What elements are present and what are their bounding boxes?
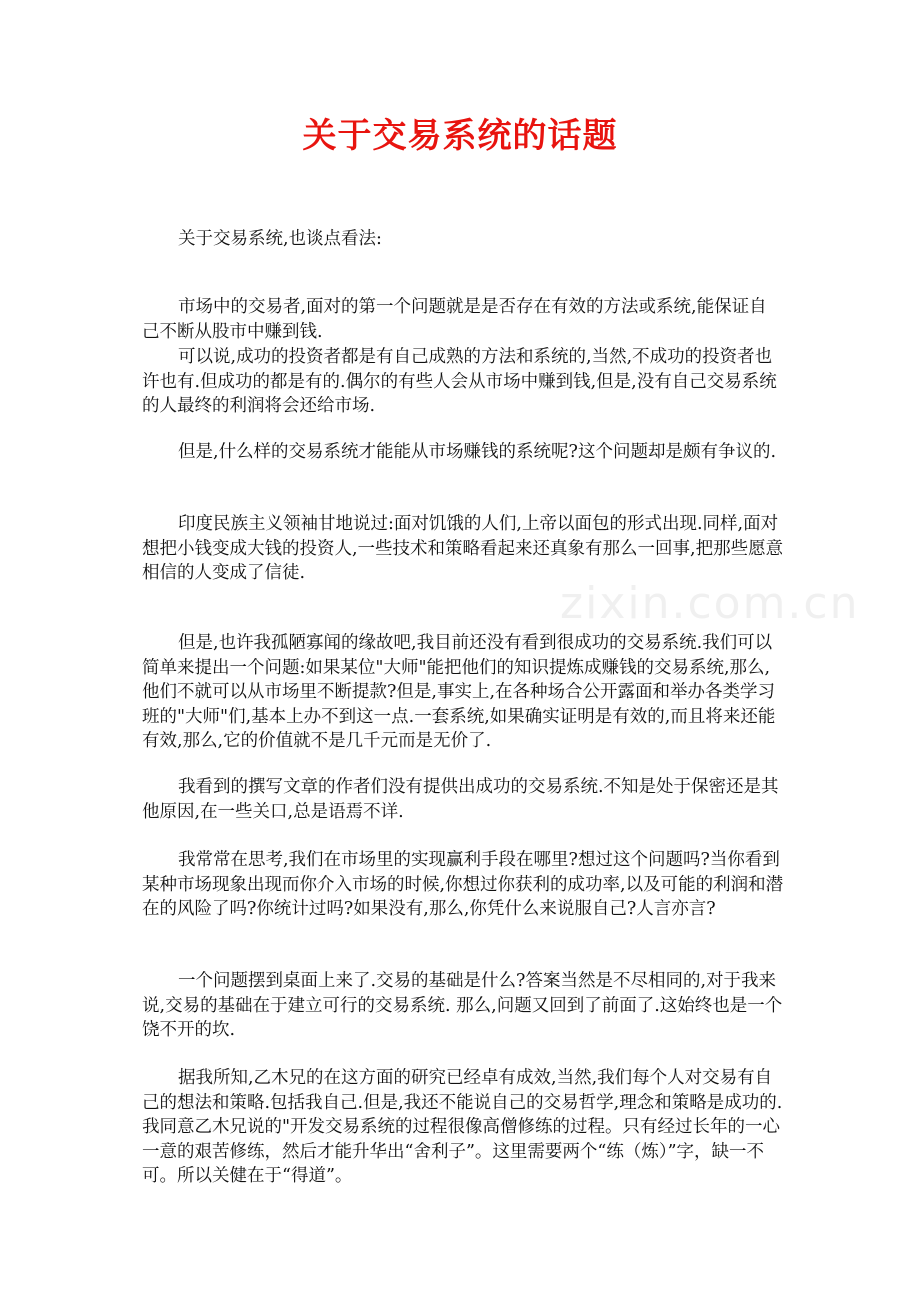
document-title: 关于交易系统的话题 xyxy=(302,116,618,156)
paragraph-6: 我看到的撰写文章的作者们没有提供出成功的交易系统.不知是处于保密还是其他原因,在一些关口,总是语焉不详. xyxy=(142,777,779,822)
paragraph-4: 印度民族主义领袖甘地说过:面对饥饿的人们,上帝以面包的形式出现.同样,面对想把小钱变成大钱的投资人,一些技术和策略看起来还真象有那么一回事,把那些愿意相信的人变成了信徒. xyxy=(142,514,784,583)
paragraph-intro: 关于交易系统,也谈点看法: xyxy=(178,229,382,249)
paragraph-5: 但是,也许我孤陋寡闻的缘故吧,我目前还没有看到很成功的交易系统.我们可以简单来提出一个问题:如果某位"大师"能把他们的知识提炼成赚钱的交易系统,那么,他们不就可以从市场里不断提款?但是,事实上,在各种场合公开露面和举办各类学习班的"大师"们,基本上办不到这一点.一套系统,如果确实证明是有效的,而且将来还能有效,那么,它的价值就不是几千元而是无价了. xyxy=(142,633,776,751)
paragraph-8: 一个问题摆到桌面上来了.交易的基础是什么?答案当然是不尽相同的,对于我来说,交易的基础在于建立可行的交易系统. 那么,问题又回到了前面了.这始终也是一个饶不开的坎. xyxy=(142,971,783,1040)
paragraph-3: 但是,什么样的交易系统才能能从市场赚钱的系统呢?这个问题却是颇有争议的. xyxy=(178,442,777,462)
watermark: zixin.com.cn xyxy=(560,578,860,629)
paragraph-9: 据我所知,乙木兄的在这方面的研究已经卓有成效,当然,我们每个人对交易有自己的想法和策略.包括我自己.但是,我还不能说自己的交易哲学,理念和策略是成功的.我同意乙木兄说的"开发交易系统的过程很像高僧修练的过程。只有经过长年的一心一意的艰苦修练，然后才能升华出“舍利子”。这里需要两个“练（炼）”字，缺一不可。所以关健在于“得道”。 xyxy=(142,1068,783,1186)
paragraph-1: 市场中的交易者,面对的第一个问题就是是否存在有效的方法或系统,能保证自己不断从股市中赚到钱. xyxy=(142,297,767,342)
paragraph-7: 我常常在思考,我们在市场里的实现赢利手段在哪里?想过这个问题吗?当你看到某种市场现象出现而你介入市场的时候,你想过你获利的成功率,以及可能的利润和潜在的风险了吗?你统计过吗?如果没有,那么,你凭什么来说服自己?人言亦言? xyxy=(142,850,784,919)
paragraph-2: 可以说,成功的投资者都是有自己成熟的方法和系统的,当然,不成功的投资者也许也有.但成功的都是有的.偶尔的有些人会从市场中赚到钱,但是,没有自己交易系统的人最终的利润将会还给市场. xyxy=(142,347,777,416)
